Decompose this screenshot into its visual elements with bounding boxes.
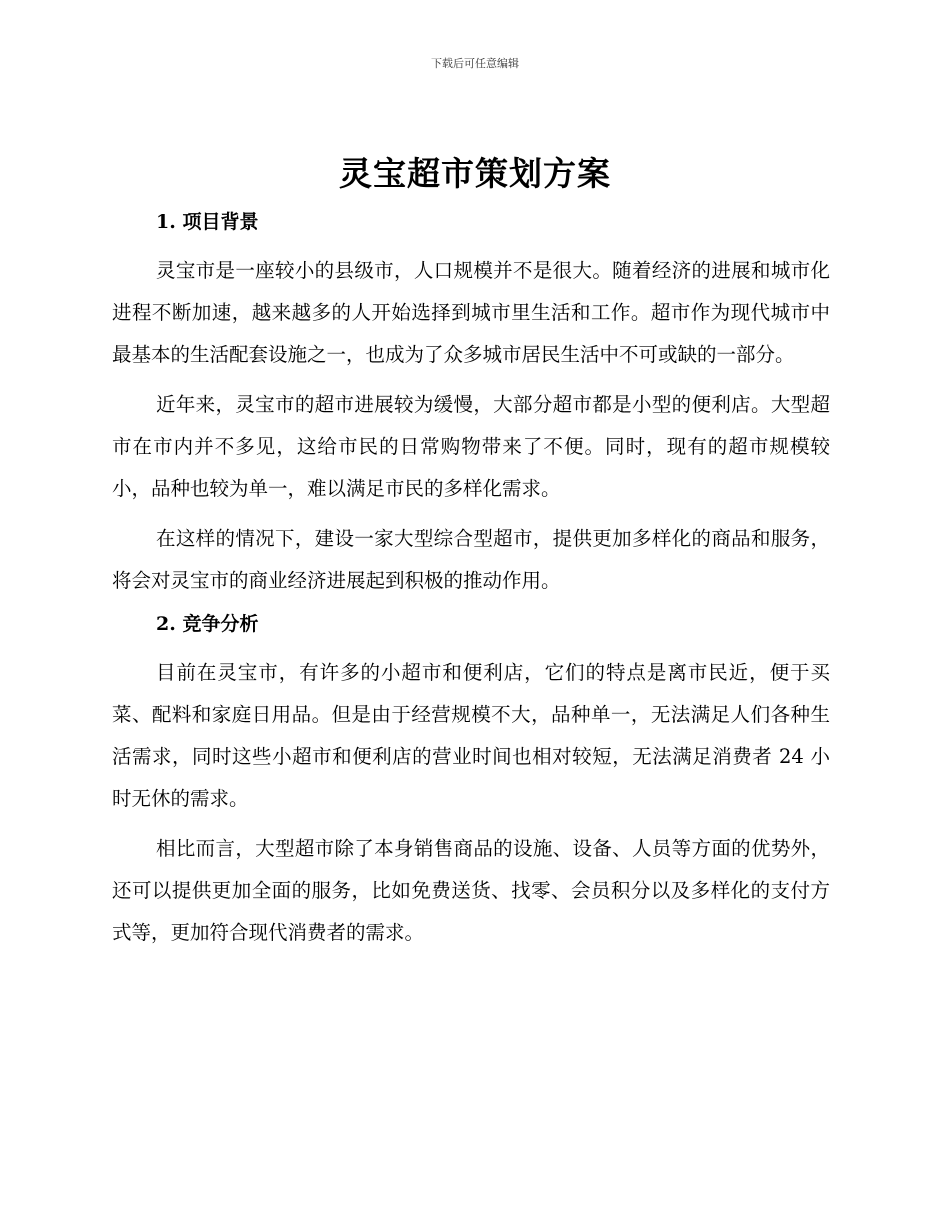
section-project-background xyxy=(112,208,830,602)
paragraph: 在这样的情况下，建设一家大型综合型超市，提供更加多样化的商品和服务，将会对灵宝市的商业经济进展起到积极的推动作用。 xyxy=(112,527,830,592)
section-heading: 1. 项目背景 xyxy=(156,211,259,233)
document-body xyxy=(112,200,830,962)
paragraph: 目前在灵宝市，有许多的小超市和便利店，它们的特点是离市民近，便于买菜、配料和家庭日用品。但是由于经营规模不大，品种单一，无法满足人们各种生活需求，同时这些小超市和便利店的营业时间也相对较短，无法满足消费者 24 小时无休的需求。 xyxy=(112,661,830,810)
paragraph: 灵宝市是一座较小的县级市，人口规模并不是很大。随着经济的进展和城市化进程不断加速，越来越多的人开始选择到城市里生活和工作。超市作为现代城市中最基本的生活配套设施之一，也成为了众多城市居民生活中不可或缺的一部分。 xyxy=(112,259,830,366)
paragraph: 相比而言，大型超市除了本身销售商品的设施、设备、人员等方面的优势外，还可以提供更加全面的服务，比如免费送货、找零、会员积分以及多样化的支付方式等，更加符合现代消费者的需求。 xyxy=(112,837,830,944)
paragraph: 近年来，灵宝市的超市进展较为缓慢，大部分超市都是小型的便利店。大型超市在市内并不多见，这给市民的日常购物带来了不便。同时，现有的超市规模较小，品种也较为单一，难以满足市民的多样化需求。 xyxy=(112,393,830,500)
section-competition-analysis xyxy=(112,610,830,954)
section-heading: 2. 竞争分析 xyxy=(156,613,259,635)
page-title: 灵宝超市策划方案 xyxy=(339,154,611,193)
header-note: 下载后可任意编辑 xyxy=(431,57,519,70)
